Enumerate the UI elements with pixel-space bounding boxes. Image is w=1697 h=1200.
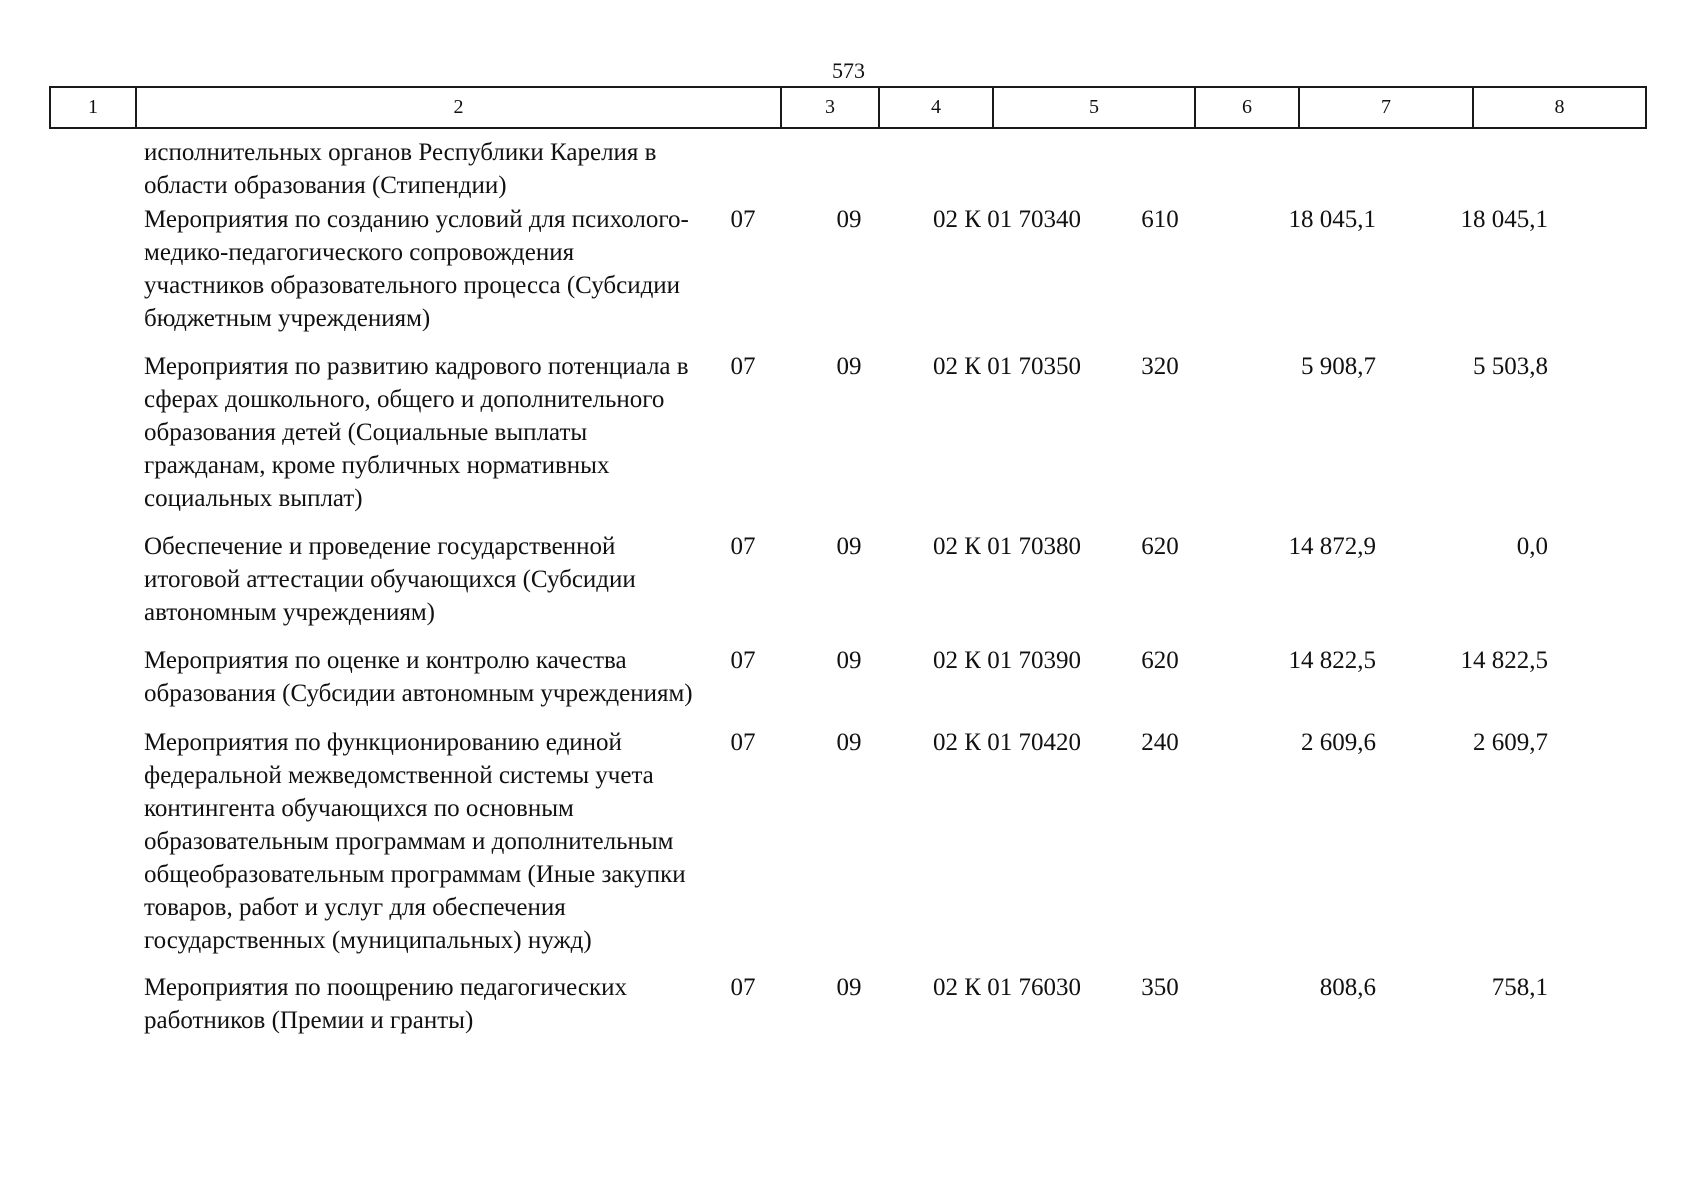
row-expense-type: 620 bbox=[1141, 647, 1179, 674]
row-value-7: 808,6 bbox=[1319, 974, 1376, 1001]
row-value-8: 14 822,5 bbox=[1460, 647, 1548, 674]
row-value-8: 18 045,1 bbox=[1460, 206, 1548, 233]
row-expense-type: 350 bbox=[1141, 974, 1179, 1001]
row-target-code: 02 К 01 70390 bbox=[933, 647, 1081, 674]
row-name: Мероприятия по функционированию единой федеральной межведомственной системы учета контингента обучающихся по основным образовательным программам и дополнительным общеобразовательным программам (Иные закупки товаров, работ и услуг для обеспечения государственных (муниципальных) нужд) bbox=[144, 729, 686, 954]
header-row bbox=[50, 87, 1646, 128]
row-name: исполнительных органов Республики Карелия в области образования (Стипендии) bbox=[144, 139, 657, 199]
header-col-2: 2 bbox=[136, 87, 781, 128]
row-value-8: 2 609,7 bbox=[1473, 729, 1548, 756]
header-col-6: 6 bbox=[1195, 87, 1299, 128]
row-subsection: 09 bbox=[836, 353, 862, 380]
row-target-code: 02 К 01 70340 bbox=[933, 206, 1081, 233]
row-value-7: 18 045,1 bbox=[1288, 206, 1376, 233]
row-name: Мероприятия по поощрению педагогических работников (Премии и гранты) bbox=[144, 974, 627, 1034]
row-value-8 bbox=[1386, 136, 1558, 203]
row-section: 07 bbox=[730, 647, 756, 674]
row-value-8: 5 503,8 bbox=[1473, 353, 1548, 380]
row-name: Мероприятия по созданию условий для психолого- медико-педагогического сопровождения участников образовательного процесса (Субсидии бюджетным учреждениям) bbox=[144, 206, 689, 332]
header-col-3: 3 bbox=[781, 87, 879, 128]
row-value-7: 2 609,6 bbox=[1301, 729, 1376, 756]
table-body bbox=[49, 136, 1645, 1041]
row-subsection: 09 bbox=[836, 533, 862, 560]
header-col-5: 5 bbox=[993, 87, 1195, 128]
row-subsection: 09 bbox=[836, 206, 862, 233]
header-col-7: 7 bbox=[1299, 87, 1473, 128]
header-col-8: 8 bbox=[1473, 87, 1646, 128]
row-expense-type: 620 bbox=[1141, 533, 1179, 560]
row-section: 07 bbox=[730, 206, 756, 233]
row-name: Мероприятия по оценке и контролю качества образования (Субсидии автономным учреждениям) bbox=[144, 647, 693, 707]
header-col-1: 1 bbox=[50, 87, 136, 128]
table-row bbox=[49, 136, 1645, 203]
table-row bbox=[49, 971, 1645, 1041]
row-target-code: 02 К 01 70380 bbox=[933, 533, 1081, 560]
page-number: 573 bbox=[832, 58, 865, 83]
table-row bbox=[49, 350, 1645, 530]
row-section bbox=[694, 136, 792, 203]
row-subsection: 09 bbox=[836, 729, 862, 756]
row-target-code: 02 К 01 70350 bbox=[933, 353, 1081, 380]
row-value-7: 14 822,5 bbox=[1288, 647, 1376, 674]
row-expense-type: 610 bbox=[1141, 206, 1179, 233]
row-value-7 bbox=[1212, 136, 1386, 203]
table-row bbox=[49, 644, 1645, 726]
column-header-table bbox=[49, 86, 1647, 129]
row-target-code: 02 К 01 70420 bbox=[933, 729, 1081, 756]
table-row bbox=[49, 203, 1645, 350]
row-section: 07 bbox=[730, 353, 756, 380]
row-subsection: 09 bbox=[836, 647, 862, 674]
row-value-8: 758,1 bbox=[1491, 974, 1548, 1001]
row-target-code: 02 К 01 76030 bbox=[933, 974, 1081, 1001]
table-row bbox=[49, 726, 1645, 971]
row-expense-type bbox=[1108, 136, 1212, 203]
header-col-4: 4 bbox=[879, 87, 993, 128]
row-value-7: 5 908,7 bbox=[1301, 353, 1376, 380]
row-expense-type: 320 bbox=[1141, 353, 1179, 380]
row-value-7: 14 872,9 bbox=[1288, 533, 1376, 560]
row-value-8: 0,0 bbox=[1516, 533, 1548, 560]
row-expense-type: 240 bbox=[1141, 729, 1179, 756]
row-section: 07 bbox=[730, 729, 756, 756]
row-subsection: 09 bbox=[836, 974, 862, 1001]
row-name: Мероприятия по развитию кадрового потенциала в сферах дошкольного, общего и дополнительного образования детей (Социальные выплаты гражданам, кроме публичных нормативных социальных выплат) bbox=[144, 353, 689, 512]
row-section: 07 bbox=[730, 974, 756, 1001]
row-name: Обеспечение и проведение государственной итоговой аттестации обучающихся (Субсидии автономным учреждениям) bbox=[144, 533, 636, 626]
row-section: 07 bbox=[730, 533, 756, 560]
row-subsection bbox=[792, 136, 906, 203]
table-row bbox=[49, 530, 1645, 644]
row-target-code bbox=[906, 136, 1108, 203]
